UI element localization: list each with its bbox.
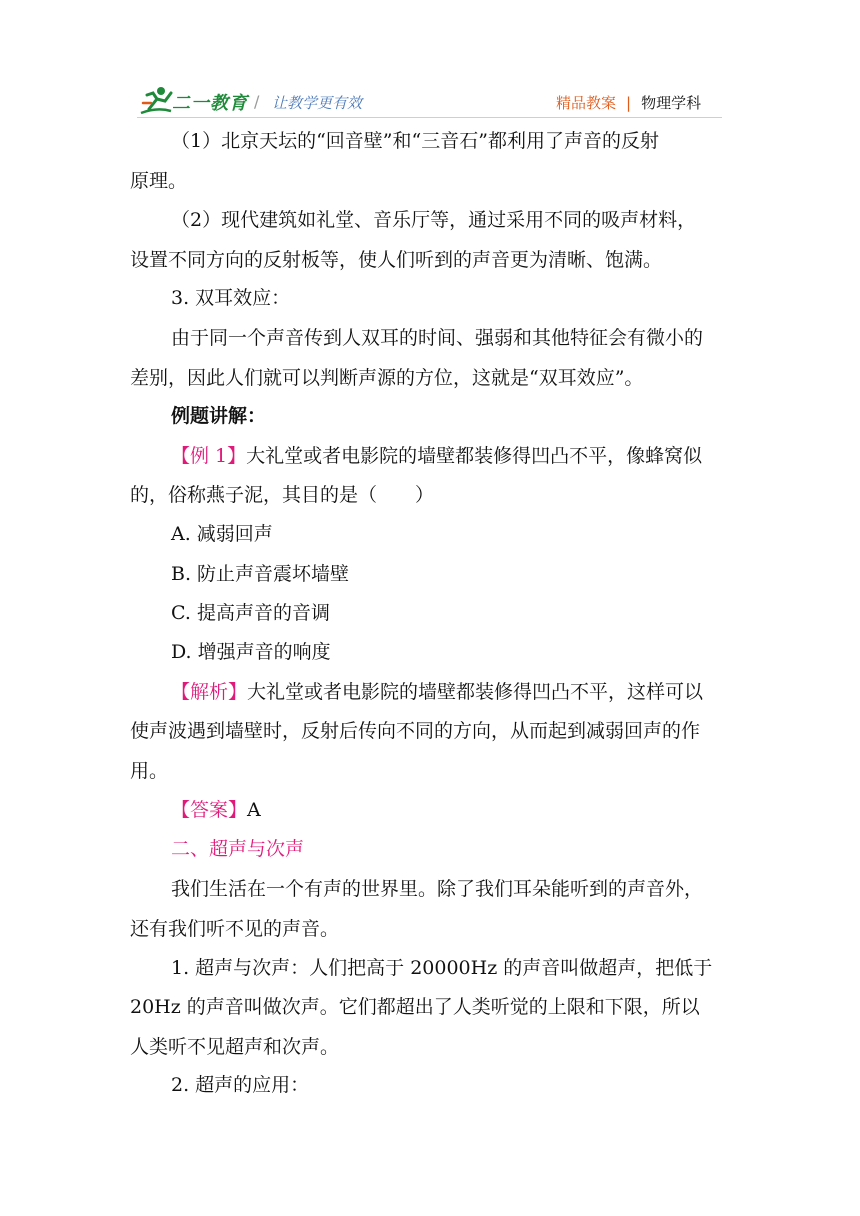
paragraph-line: 20Hz 的声音叫做次声。它们都超出了人类听觉的上限和下限，所以 (130, 996, 700, 1018)
paragraph-line: （2）现代建筑如礼堂、音乐厅等，通过采用不同的吸声材料， (171, 209, 697, 231)
option-d: D. 增强声音的响度 (171, 641, 331, 663)
header-divider (137, 117, 722, 118)
example-question-line (171, 442, 702, 470)
paragraph-line: 我们生活在一个有声的世界里。除了我们耳朵能听到的声音外， (171, 878, 704, 900)
subheading-binaural: 3. 双耳效应： (171, 287, 291, 309)
header-tag-subject: 物理学科 (641, 94, 702, 112)
paragraph-line: 2. 超声的应用： (171, 1074, 310, 1096)
paragraph-line: 由于同一个声音传到人双耳的时间、强弱和其他特征会有微小的 (171, 327, 704, 349)
slogan-divider: / (254, 92, 260, 111)
paragraph-line: （1）北京天坛的“回音壁”和“三音石”都利用了声音的反射 (171, 130, 659, 152)
header-tag-lesson: 精品教案 (556, 94, 617, 112)
example-heading: 例题讲解： (171, 405, 267, 427)
answer-line (171, 796, 261, 824)
slogan: 让教学更有效 (272, 94, 363, 112)
paragraph-line: 1. 超声与次声：人们把高于 20000Hz 的声音叫做超声，把低于 (171, 957, 713, 979)
header-tags (556, 92, 701, 113)
header-separator: | (626, 94, 632, 112)
paragraph-line: 差别，因此人们就可以判断声源的方位，这就是“双耳效应”。 (130, 367, 644, 389)
section-heading: 二、超声与次声 (171, 838, 305, 860)
paragraph-line: 用。 (130, 760, 169, 782)
paragraph-line: 人类听不见超声和次声。 (130, 1036, 340, 1058)
analysis-text: 大礼堂或者电影院的墙壁都装修得凹凸不平，这样可以 (247, 681, 704, 703)
analysis-tag: 【解析】 (171, 681, 248, 703)
answer-value: A (247, 799, 261, 821)
option-a: A. 减弱回声 (171, 523, 273, 545)
example-question-text: 大礼堂或者电影院的墙壁都装修得凹凸不平，像蜂窝似 (246, 445, 703, 467)
answer-tag: 【答案】 (171, 799, 248, 821)
option-c: C. 提高声音的音调 (171, 602, 330, 624)
paragraph-line: 设置不同方向的反射板等，使人们听到的声音更为清晰、饱满。 (130, 249, 663, 271)
paragraph-line: 还有我们听不见的声音。 (130, 918, 340, 940)
paragraph-line: 原理。 (130, 170, 188, 192)
analysis-line (171, 678, 703, 706)
logo-text: 二一教育 (172, 93, 248, 114)
paragraph-line: 的，俗称燕子泥，其目的是（ ） (130, 484, 435, 506)
example-tag: 【例 1】 (171, 445, 247, 467)
option-b: B. 防止声音震坏墙壁 (171, 563, 350, 585)
paragraph-line: 使声波遇到墙壁时，反射后传向不同的方向，从而起到减弱回声的作 (130, 720, 701, 742)
page-header (0, 0, 860, 122)
